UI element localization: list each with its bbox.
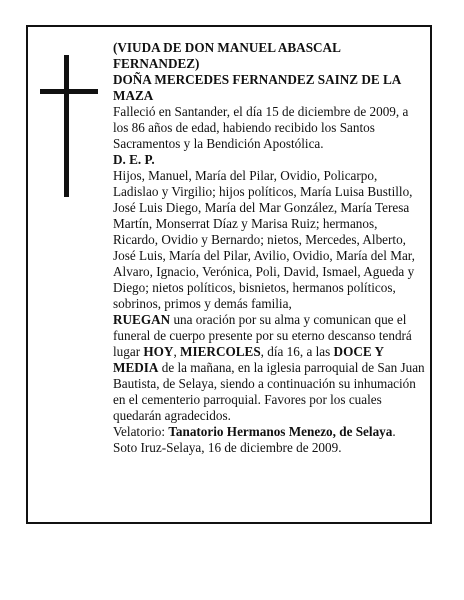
widow-line: (VIUDA DE DON MANUEL ABASCAL FERNANDEZ) (113, 40, 341, 71)
velatorio-line (113, 424, 425, 440)
request-text-1: una oración por su alma y comunican que el funeral de cuerpo presente por su eterno descanso tendrá lugar (113, 312, 412, 359)
ceremony-request (113, 312, 425, 424)
request-text-3: de la mañana, en la iglesia parroquial de San Juan Bautista, de Selaya, siendo a continuación su inhumación en el cementerio parroquial. Favores por los cuales quedarán agradecidos. (113, 360, 425, 423)
weekday-label: MIERCOLES (180, 344, 261, 359)
time-label: DOCE Y MEDIA (113, 344, 384, 375)
deceased-name: DOÑA MERCEDES FERNANDEZ SAINZ DE LA MAZA (113, 72, 401, 103)
ruegan-label: RUEGAN (113, 312, 171, 327)
obituary-text (113, 40, 425, 456)
velatorio-label: Velatorio: (113, 424, 169, 439)
dep-line: D. E. P. (113, 152, 155, 167)
request-sep: , (173, 344, 181, 359)
velatorio-place: Tanatorio Hermanos Menezo, de Selaya (168, 424, 393, 439)
velatorio-end: . (392, 424, 396, 439)
family-list: Hijos, Manuel, María del Pilar, Ovidio, Policarpo, Ladislao y Virgilio; hijos políticos, María Luisa Bustillo, José Luis Diego, María del Mar González, María Teresa Martín, Monserrat Díaz y Marisa Ruiz; hermanos, Ricardo, Ovidio y Bernardo; nietos, Mercedes, Alberto, José Luis, María del Pilar, Avilio, Ovidio, María del Mar, Alvaro, Ignacio, Verónica, Poli, David, Ismael, Agueda y Diego; nietos políticos, bisnietos, hermanos políticos, sobrinos, primos y demás familia, (113, 168, 415, 311)
place-date-footer: Soto Iruz-Selaya, 16 de diciembre de 2009. (113, 440, 342, 455)
request-text-2: , día 16, a las (260, 344, 334, 359)
hoy-label: HOY (143, 344, 174, 359)
death-info: Falleció en Santander, el día 15 de diciembre de 2009, a los 86 años de edad, habiendo recibido los Santos Sacramentos y la Bendición Apostólica. (113, 104, 409, 151)
cross-icon (40, 55, 98, 197)
